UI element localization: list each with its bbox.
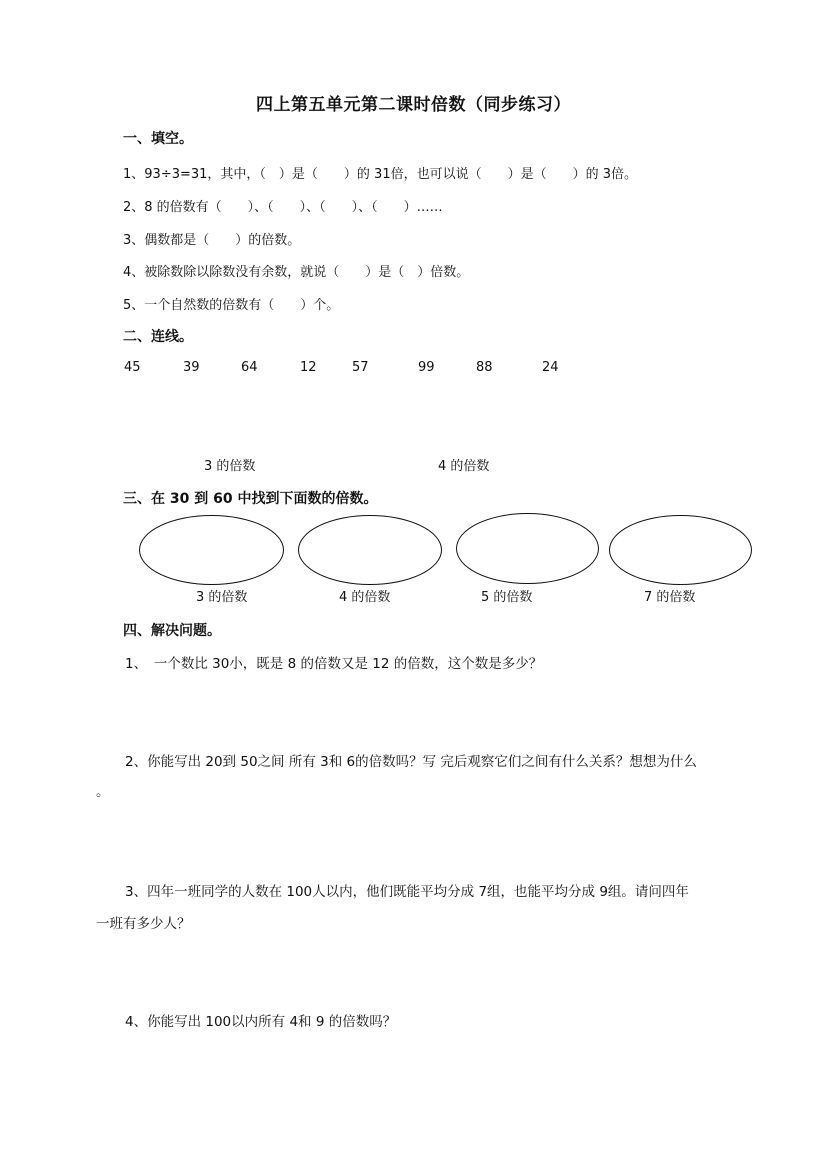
problem-2-line-2: 。 <box>96 784 110 800</box>
oval-label-3: 3 的倍数 <box>196 590 248 605</box>
oval-label-5: 5 的倍数 <box>481 590 533 605</box>
fill-item-5: 5、一个自然数的倍数有（ ）个。 <box>123 298 340 313</box>
fill-item-4: 4、被除数除以除数没有余数，就说（ ）是（ ）倍数。 <box>123 265 470 280</box>
oval-label-7: 7 的倍数 <box>644 590 696 605</box>
problem-3-line-1: 3、四年一班同学的人数在 100人以内，他们既能平均分成 7组，也能平均分成 9组。请问四年 <box>125 884 689 900</box>
match-number: 99 <box>418 360 435 375</box>
fill-item-2: 2、8 的倍数有（ ）、（ ）、（ ）、（ ）…… <box>123 200 443 215</box>
oval-label-4: 4 的倍数 <box>339 590 391 605</box>
problem-1: 1、 一个数比 30小，既是 8 的倍数又是 12 的倍数，这个数是多少？ <box>125 656 543 672</box>
fill-item-3: 3、偶数都是（ ）的倍数。 <box>123 233 301 248</box>
section1-heading: 一、填空。 <box>123 131 193 147</box>
answer-oval-4 <box>298 515 442 585</box>
match-number: 12 <box>300 360 317 375</box>
match-number: 88 <box>476 360 493 375</box>
problem-3-line-2: 一班有多少人？ <box>96 916 191 932</box>
problem-2-line-1: 2、你能写出 20到 50之间 所有 3和 6的倍数吗？写 完后观察它们之间有什么关系？想想为什么 <box>125 754 697 770</box>
answer-oval-7 <box>609 515 752 585</box>
section4-heading: 四、解决问题。 <box>123 623 221 639</box>
match-number: 39 <box>183 360 200 375</box>
match-number: 45 <box>124 360 141 375</box>
section3-heading: 三、在 30 到 60 中找到下面数的倍数。 <box>123 491 378 507</box>
match-number: 57 <box>352 360 369 375</box>
match-number: 24 <box>542 360 559 375</box>
fill-item-1: 1、93÷3=31，其中，（ ）是（ ）的 31倍，也可以说（ ）是（ ）的 3倍。 <box>123 167 637 182</box>
section2-heading: 二、连线。 <box>123 329 193 345</box>
page-title: 四上第五单元第二课时倍数（同步练习） <box>256 95 571 115</box>
match-number: 64 <box>241 360 258 375</box>
match-category-3: 3 的倍数 <box>204 459 256 474</box>
match-category-4: 4 的倍数 <box>438 459 490 474</box>
answer-oval-3 <box>139 515 284 585</box>
problem-4: 4、你能写出 100以内所有 4和 9 的倍数吗？ <box>125 1014 397 1030</box>
answer-oval-5 <box>456 513 599 584</box>
